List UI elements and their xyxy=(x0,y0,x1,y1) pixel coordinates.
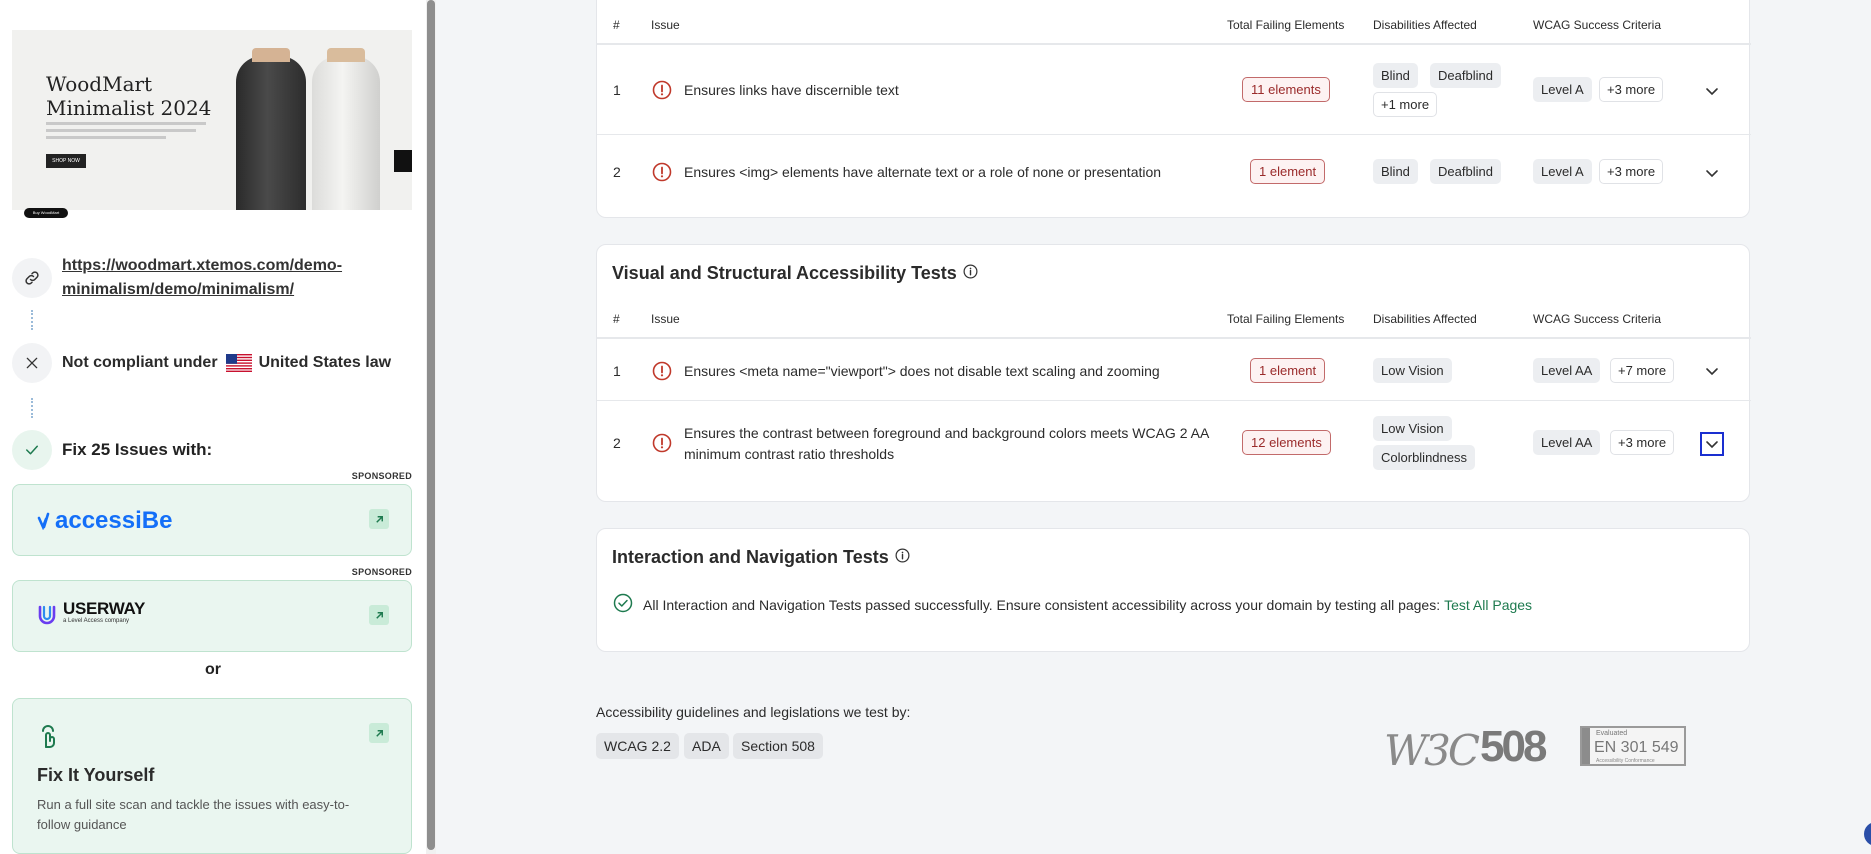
table-header: # Issue Total Failing Elements Disabilities Affected WCAG Success Criteria xyxy=(597,299,1751,339)
issue-text: Ensures the contrast between foreground and background colors meets WCAG 2 AA minimum contrast ratio thresholds xyxy=(684,425,1209,462)
wcag-more-tag[interactable]: +3 more xyxy=(1599,159,1663,184)
guidelines-label: Accessibility guidelines and legislations we test by: xyxy=(596,704,911,720)
us-flag-icon xyxy=(226,354,252,372)
error-icon xyxy=(652,162,672,187)
en-301-549-logo: Evaluated EN 301 549 Accessibility Conformance xyxy=(1580,726,1686,766)
scrollbar-thumb[interactable] xyxy=(427,0,435,850)
passed-message: All Interaction and Navigation Tests passed successfully. Ensure consistent accessibility across your domain by testing all pages: Test All Pages xyxy=(613,593,1532,616)
compliance-country: United States law xyxy=(258,354,392,371)
issues-panel-top xyxy=(596,0,1750,218)
section-508-logo: 508 xyxy=(1480,722,1545,771)
disability-tag: Colorblindness xyxy=(1373,445,1475,470)
fix-it-yourself-description: Run a full site scan and tackle the issues with easy-to-follow guidance xyxy=(37,797,350,832)
expand-chevron-icon[interactable] xyxy=(1700,161,1724,185)
section-title: Visual and Structural Accessibility Tests xyxy=(612,263,978,284)
external-link-icon[interactable] xyxy=(369,509,389,529)
issue-text: Ensures links have discernible text xyxy=(684,82,899,98)
compliance-prefix: Not compliant under xyxy=(62,354,218,371)
accessibe-logo: accessiBe xyxy=(37,507,172,535)
preview-pill: Buy WoodMart xyxy=(24,208,68,218)
preview-dark-bottle xyxy=(236,56,306,210)
url-row xyxy=(12,254,382,302)
site-preview-thumbnail xyxy=(12,30,412,210)
failing-count-badge: 1 element xyxy=(1250,159,1325,184)
failing-count-badge: 12 elements xyxy=(1242,430,1331,455)
section-title: Interaction and Navigation Tests xyxy=(612,547,910,568)
sponsored-label: SPONSORED xyxy=(351,471,412,481)
check-icon xyxy=(12,430,52,470)
disability-tag: Blind xyxy=(1373,159,1418,184)
w3c-logo: W3C xyxy=(1384,726,1478,775)
issue-text: Ensures <img> elements have alternate text or a role of none or presentation xyxy=(684,164,1162,180)
connector-dots xyxy=(31,310,33,330)
guideline-tag: Section 508 xyxy=(733,733,823,759)
interaction-navigation-panel xyxy=(596,528,1750,652)
external-link-icon[interactable] xyxy=(369,723,389,743)
preview-description-lines xyxy=(46,122,216,152)
fix-issues-row xyxy=(12,430,212,470)
accessibe-card[interactable] xyxy=(12,484,412,556)
table-header: # Issue Total Failing Elements Disabilities Affected WCAG Success Criteria xyxy=(597,5,1751,45)
info-icon[interactable] xyxy=(963,263,978,284)
sidebar xyxy=(0,0,426,854)
sidebar-scrollbar[interactable] xyxy=(426,0,436,854)
wcag-level-tag: Level AA xyxy=(1533,430,1600,455)
tap-hand-icon xyxy=(37,725,59,754)
preview-light-bottle xyxy=(312,56,380,210)
issue-text: Ensures <meta name="viewport"> does not disable text scaling and zooming xyxy=(684,363,1160,379)
error-icon xyxy=(652,80,672,105)
chat-widget-button[interactable] xyxy=(1864,822,1871,846)
close-icon xyxy=(12,343,52,383)
disability-tag: Deafblind xyxy=(1430,159,1501,184)
expand-chevron-icon[interactable] xyxy=(1700,359,1724,383)
link-icon xyxy=(12,258,52,298)
userway-mark-icon xyxy=(37,604,57,626)
wcag-level-tag: Level AA xyxy=(1533,358,1600,383)
passed-check-icon xyxy=(613,593,633,616)
test-all-pages-link[interactable]: Test All Pages xyxy=(1444,596,1533,613)
wcag-more-tag[interactable]: +3 more xyxy=(1610,430,1674,455)
disability-tag: Low Vision xyxy=(1373,416,1452,441)
visual-structural-panel xyxy=(596,244,1750,502)
preview-edge-block xyxy=(394,150,412,172)
table-row[interactable]: 1 Ensures <meta name="viewport"> does not disable text scaling and zooming 1 element Low Vision Level AA +7 more xyxy=(597,341,1751,401)
fix-issues-title: Fix 25 Issues with: xyxy=(62,440,213,459)
table-row[interactable]: 2 Ensures the contrast between foreground and background colors meets WCAG 2 AA minimum contrast ratio thresholds 12 elements Low Vision Colorblindness Level AA +3 more xyxy=(597,401,1751,491)
fix-it-yourself-title: Fix It Yourself xyxy=(37,765,155,785)
wcag-level-tag: Level A xyxy=(1533,159,1592,184)
wcag-level-tag: Level A xyxy=(1533,77,1592,102)
table-row[interactable]: 1 Ensures links have discernible text 11 elements Blind Deafblind +1 more Level A +3 more xyxy=(597,47,1751,135)
disability-tag: Blind xyxy=(1373,63,1418,88)
external-link-icon[interactable] xyxy=(369,605,389,625)
guideline-tag: ADA xyxy=(684,733,729,759)
connector-dots xyxy=(31,398,33,418)
expand-chevron-icon[interactable] xyxy=(1700,432,1724,456)
expand-chevron-icon[interactable] xyxy=(1700,79,1724,103)
wcag-more-tag[interactable]: +7 more xyxy=(1610,358,1674,383)
failing-count-badge: 11 elements xyxy=(1242,77,1330,102)
error-icon xyxy=(652,361,672,386)
disability-more-tag[interactable]: +1 more xyxy=(1373,92,1437,117)
fix-it-yourself-card[interactable] xyxy=(12,698,412,854)
scanned-url-link[interactable]: https://woodmart.xtemos.com/demo-minimalism/demo/minimalism/ xyxy=(62,257,343,298)
info-icon[interactable] xyxy=(895,547,910,568)
wcag-more-tag[interactable]: +3 more xyxy=(1599,77,1663,102)
sponsored-label: SPONSORED xyxy=(351,567,412,577)
preview-shop-button: SHOP NOW xyxy=(46,154,86,168)
disability-tag: Low Vision xyxy=(1373,358,1452,383)
error-icon xyxy=(652,433,672,458)
userway-card[interactable] xyxy=(12,580,412,652)
userway-logo: USERWAY a Level Access company xyxy=(37,603,145,627)
table-row[interactable]: 2 Ensures <img> elements have alternate text or a role of none or presentation 1 element Blind Deafblind Level A +3 more xyxy=(597,135,1751,209)
failing-count-badge: 1 element xyxy=(1250,358,1325,383)
accessibe-mark-icon xyxy=(37,512,55,530)
disability-tag: Deafblind xyxy=(1430,63,1501,88)
preview-brand-title: WoodMart Minimalist 2024 xyxy=(46,72,212,120)
or-separator: or xyxy=(205,661,221,678)
compliance-status xyxy=(62,354,391,372)
compliance-row xyxy=(12,343,391,383)
guideline-tag: WCAG 2.2 xyxy=(596,733,679,759)
